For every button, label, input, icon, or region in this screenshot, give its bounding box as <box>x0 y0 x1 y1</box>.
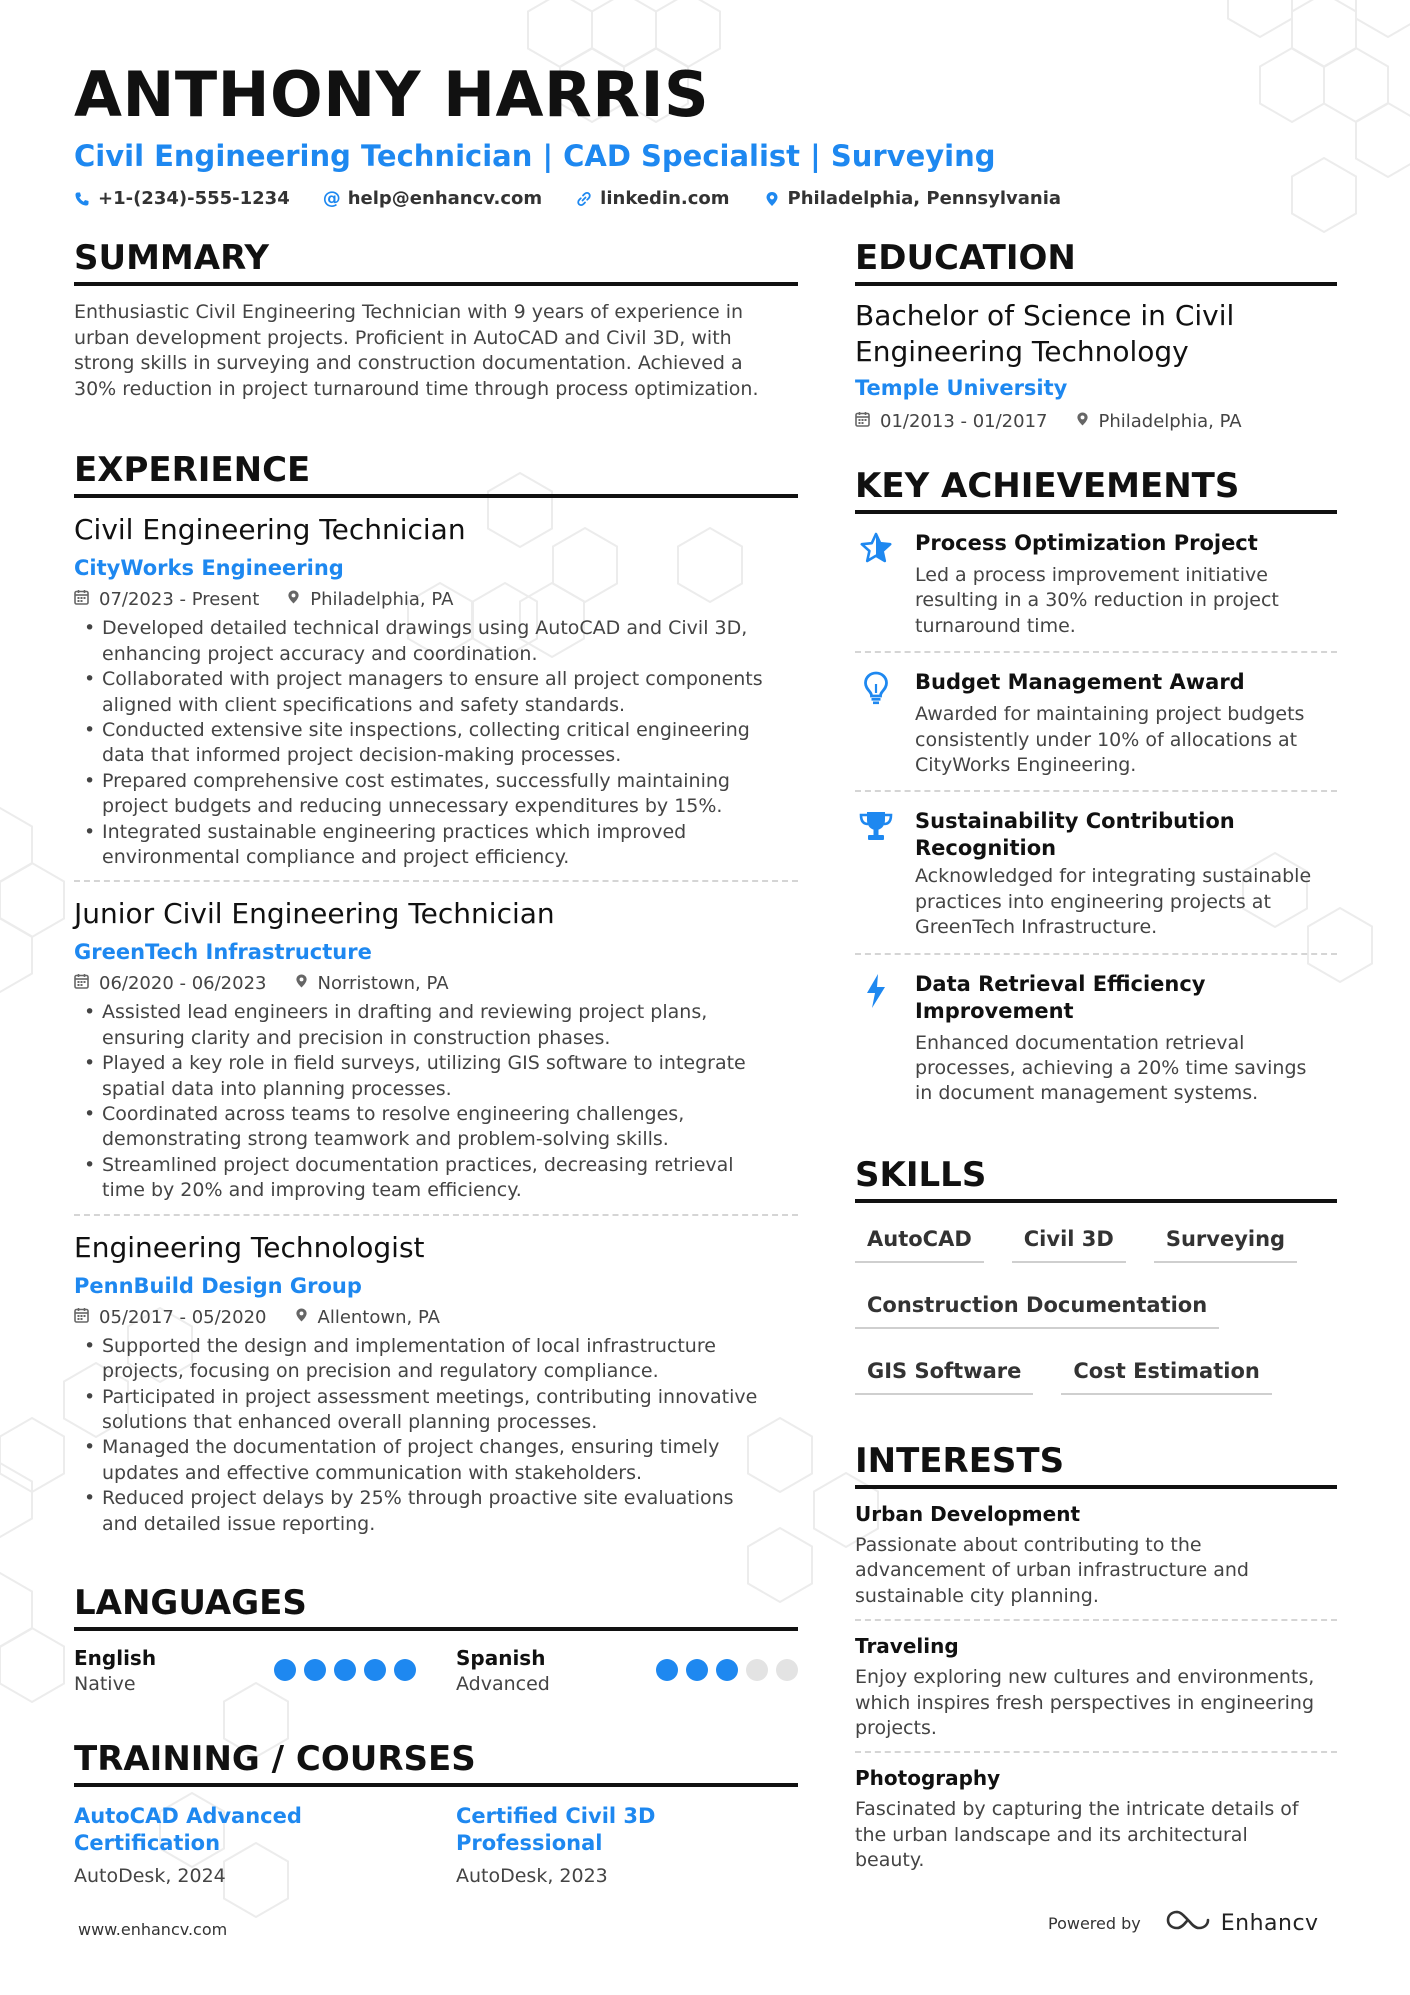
course-item <box>456 1803 798 1889</box>
skill-tag: Civil 3D <box>1012 1225 1126 1263</box>
interest-title: Urban Development <box>855 1501 1080 1526</box>
interest-item <box>855 1621 1337 1753</box>
interest-description: Enjoy exploring new cultures and environments, which inspires fresh perspectives in engineering projects. <box>855 1666 1315 1739</box>
trophy-icon <box>855 808 897 940</box>
skills-heading: SKILLS <box>855 1153 1337 1203</box>
job-bullet: • Coordinated across teams to resolve engineering challenges, demonstrating strong teamwork and problem-solving skills. <box>74 1102 798 1153</box>
achievement-item <box>855 792 1337 954</box>
rating-dot <box>364 1659 386 1681</box>
job-bullets <box>74 1000 798 1203</box>
education-dates <box>855 410 1048 434</box>
contact-email-text: help@enhancv.com <box>347 188 543 209</box>
job-meta <box>74 972 798 996</box>
summary-line: urban development projects. Proficient in AutoCAD and Civil 3D, with <box>74 326 732 349</box>
language-name: English <box>74 1645 157 1670</box>
job-dates <box>74 588 259 612</box>
job-bullet: • Supported the design and implementation of local infrastructure projects, focusing on precision and regulatory compliance. <box>74 1334 798 1385</box>
achievement-description: Awarded for maintaining project budgets consistently under 10% of allocations at CityWorks Engineering. <box>915 703 1305 777</box>
job-bullet: • Collaborated with project managers to ensure all project components aligned with client specifications and safety standards. <box>74 667 798 718</box>
interests-section <box>855 1439 1337 1884</box>
course-title: AutoCAD Advanced Certification <box>74 1803 302 1855</box>
languages-heading: LANGUAGES <box>74 1581 798 1631</box>
enhancv-brand-text: Enhancv <box>1220 1910 1319 1936</box>
contact-linkedin-text: linkedin.com <box>600 188 730 209</box>
achievement-title: Sustainability Contribution Recognition <box>915 809 1235 861</box>
job-bullet: • Played a key role in field surveys, utilizing GIS software to integrate spatial data into planning processes. <box>74 1051 798 1102</box>
education-school: Temple University <box>855 376 1068 400</box>
job-title: Junior Civil Engineering Technician <box>74 897 555 931</box>
achievement-description: Enhanced documentation retrieval processes, achieving a 20% time savings in document management systems. <box>915 1031 1307 1105</box>
contact-email[interactable] <box>324 188 542 209</box>
job-meta <box>74 588 798 612</box>
summary-section <box>74 236 798 402</box>
resume-header <box>74 58 1334 209</box>
interest-description: Passionate about contributing to the advancement of urban infrastructure and sustainable city planning. <box>855 1533 1249 1607</box>
at-sign-icon: @ <box>322 188 341 209</box>
lightbulb-icon <box>855 669 897 778</box>
language-item <box>456 1645 798 1697</box>
summary-heading: SUMMARY <box>74 236 798 286</box>
job-bullet: • Assisted lead engineers in drafting and reviewing project plans, ensuring clarity and precision in construction phases. <box>74 1000 798 1051</box>
job-meta <box>74 1306 798 1330</box>
job-entry <box>74 882 798 1215</box>
experience-section <box>74 448 798 1547</box>
interest-title: Photography <box>855 1766 1001 1791</box>
star-icon <box>855 530 897 639</box>
achievement-item <box>855 514 1337 653</box>
achievement-item <box>855 653 1337 792</box>
rating-dot <box>656 1659 678 1681</box>
job-location <box>295 972 449 996</box>
summary-text <box>74 300 798 402</box>
language-rating <box>656 1659 798 1681</box>
job-dates-text: 06/2020 - 06/2023 <box>99 973 267 995</box>
skills-list <box>855 1225 1337 1395</box>
education-location <box>1076 410 1242 434</box>
interests-heading: INTERESTS <box>855 1439 1337 1489</box>
link-icon <box>576 191 592 207</box>
language-level: Advanced <box>456 1672 550 1695</box>
interest-item <box>855 1753 1337 1883</box>
job-location-text: Allentown, PA <box>317 1306 440 1328</box>
job-bullets <box>74 616 798 870</box>
job-dates <box>74 1306 267 1330</box>
job-bullet: • Prepared comprehensive cost estimates, successfully maintaining project budgets and reducing unnecessary expenditures by 15%. <box>74 769 798 820</box>
lightning-icon <box>855 971 897 1107</box>
job-location-text: Philadelphia, PA <box>310 589 454 611</box>
job-company: PennBuild Design Group <box>74 1273 362 1298</box>
languages-section <box>74 1581 798 1697</box>
left-column <box>74 236 798 1889</box>
achievements-section <box>855 464 1337 1119</box>
skill-tag: Surveying <box>1154 1225 1297 1263</box>
achievements-heading: KEY ACHIEVEMENTS <box>855 464 1337 514</box>
skills-section <box>855 1153 1337 1395</box>
calendar-icon <box>74 972 89 996</box>
skill-tag: AutoCAD <box>855 1225 984 1263</box>
contact-phone[interactable] <box>74 188 290 209</box>
rating-dot <box>304 1659 326 1681</box>
job-bullet: • Integrated sustainable engineering practices which improved environmental compliance and project efficiency. <box>74 820 798 871</box>
achievement-description: Led a process improvement initiative resulting in a 30% reduction in project turnaround time. <box>915 564 1279 637</box>
calendar-icon <box>74 1306 89 1330</box>
location-pin-icon <box>295 1306 308 1330</box>
achievement-title: Data Retrieval Efficiency Improvement <box>915 971 1206 1023</box>
achievement-title: Budget Management Award <box>915 670 1245 695</box>
contact-linkedin[interactable] <box>576 188 729 209</box>
rating-dot <box>334 1659 356 1681</box>
contact-location <box>764 188 1062 209</box>
education-dates-text: 01/2013 - 01/2017 <box>880 411 1048 432</box>
job-bullet: • Reduced project delays by 25% through proactive site evaluations and detailed issue reporting. <box>74 1486 798 1537</box>
skill-tag: Construction Documentation <box>855 1291 1219 1329</box>
language-level: Native <box>74 1672 136 1695</box>
achievement-item <box>855 955 1337 1119</box>
summary-line: strong skills in surveying and construction documentation. Achieved a <box>74 352 743 375</box>
language-name: Spanish <box>456 1645 546 1670</box>
footer-website[interactable]: www.enhancv.com <box>78 1920 228 1939</box>
skill-tag: GIS Software <box>855 1357 1033 1395</box>
powered-by-label: Powered by <box>1048 1913 1141 1933</box>
calendar-icon <box>74 588 89 612</box>
job-location <box>287 588 453 612</box>
course-item <box>74 1803 416 1889</box>
job-dates <box>74 972 267 996</box>
job-company: CityWorks Engineering <box>74 556 344 581</box>
calendar-icon <box>855 410 870 434</box>
location-pin-icon <box>295 972 308 996</box>
experience-heading: EXPERIENCE <box>74 448 798 498</box>
job-title: Engineering Technologist <box>74 1230 425 1264</box>
education-location-text: Philadelphia, PA <box>1098 411 1242 432</box>
footer-branding <box>1048 1908 1319 1938</box>
course-provider: AutoDesk, 2023 <box>456 1864 608 1887</box>
summary-line: Enthusiastic Civil Engineering Technician with 9 years of experience in <box>74 301 744 323</box>
rating-dot <box>746 1659 768 1681</box>
courses-list <box>74 1803 798 1889</box>
contact-row <box>74 188 1334 209</box>
rating-dot <box>686 1659 708 1681</box>
job-bullet: • Conducted extensive site inspections, collecting critical engineering data that informed project decision-making processes. <box>74 718 798 769</box>
rating-dot <box>274 1659 296 1681</box>
job-title: Civil Engineering Technician <box>74 513 466 547</box>
job-bullet: • Managed the documentation of project changes, ensuring timely updates and effective communication with stakeholders. <box>74 1435 798 1486</box>
interest-description: Fascinated by capturing the intricate details of the urban landscape and its architectural beauty. <box>855 1798 1299 1872</box>
contact-phone-text: +1-(234)-555-1234 <box>98 188 290 209</box>
summary-line: 30% reduction in project turnaround time through process optimization. <box>74 377 759 400</box>
rating-dot <box>776 1659 798 1681</box>
rating-dot <box>394 1659 416 1681</box>
contact-location-text: Philadelphia, Pennsylvania <box>787 188 1062 209</box>
enhancv-brand[interactable] <box>1165 1908 1319 1938</box>
education-degree: Bachelor of Science in Civil Engineering Technology <box>855 299 1235 368</box>
achievement-title: Process Optimization Project <box>915 531 1258 555</box>
course-provider: AutoDesk, 2024 <box>74 1864 226 1887</box>
job-dates-text: 07/2023 - Present <box>99 589 260 611</box>
job-bullet: • Streamlined project documentation practices, decreasing retrieval time by 20% and improving team efficiency. <box>74 1153 798 1204</box>
enhancv-logo-icon <box>1165 1908 1211 1938</box>
skill-tag: Cost Estimation <box>1061 1357 1271 1395</box>
job-entry <box>74 498 798 882</box>
achievement-description: Acknowledged for integrating sustainable practices into engineering projects at GreenTech Infrastructure. <box>915 865 1312 939</box>
location-pin-icon <box>287 588 300 612</box>
training-heading: TRAINING / COURSES <box>74 1737 798 1787</box>
languages-list <box>74 1645 798 1697</box>
education-meta <box>855 410 1337 434</box>
job-bullet: • Participated in project assessment meetings, contributing innovative solutions that enhanced overall planning processes. <box>74 1385 798 1436</box>
phone-icon <box>74 191 90 207</box>
job-company: GreenTech Infrastructure <box>74 940 372 965</box>
location-pin-icon <box>764 191 780 207</box>
job-bullets <box>74 1334 798 1537</box>
language-item <box>74 1645 416 1697</box>
job-bullet: • Developed detailed technical drawings using AutoCAD and Civil 3D, enhancing project accuracy and coordination. <box>74 616 798 667</box>
job-location-text: Norristown, PA <box>317 973 449 995</box>
location-pin-icon <box>1076 410 1089 434</box>
candidate-headline: Civil Engineering Technician | CAD Specialist | Surveying <box>74 139 996 173</box>
job-dates-text: 05/2017 - 05/2020 <box>99 1306 267 1328</box>
right-column <box>855 236 1337 1884</box>
job-entry <box>74 1216 798 1547</box>
interest-item <box>855 1489 1337 1621</box>
candidate-name: ANTHONY HARRIS <box>74 58 710 131</box>
education-heading: EDUCATION <box>855 236 1337 286</box>
rating-dot <box>716 1659 738 1681</box>
training-section <box>74 1737 798 1889</box>
job-location <box>295 1306 440 1330</box>
language-rating <box>274 1659 416 1681</box>
interest-title: Traveling <box>855 1634 959 1659</box>
education-section <box>855 236 1337 434</box>
course-title: Certified Civil 3D Professional <box>456 1803 656 1855</box>
